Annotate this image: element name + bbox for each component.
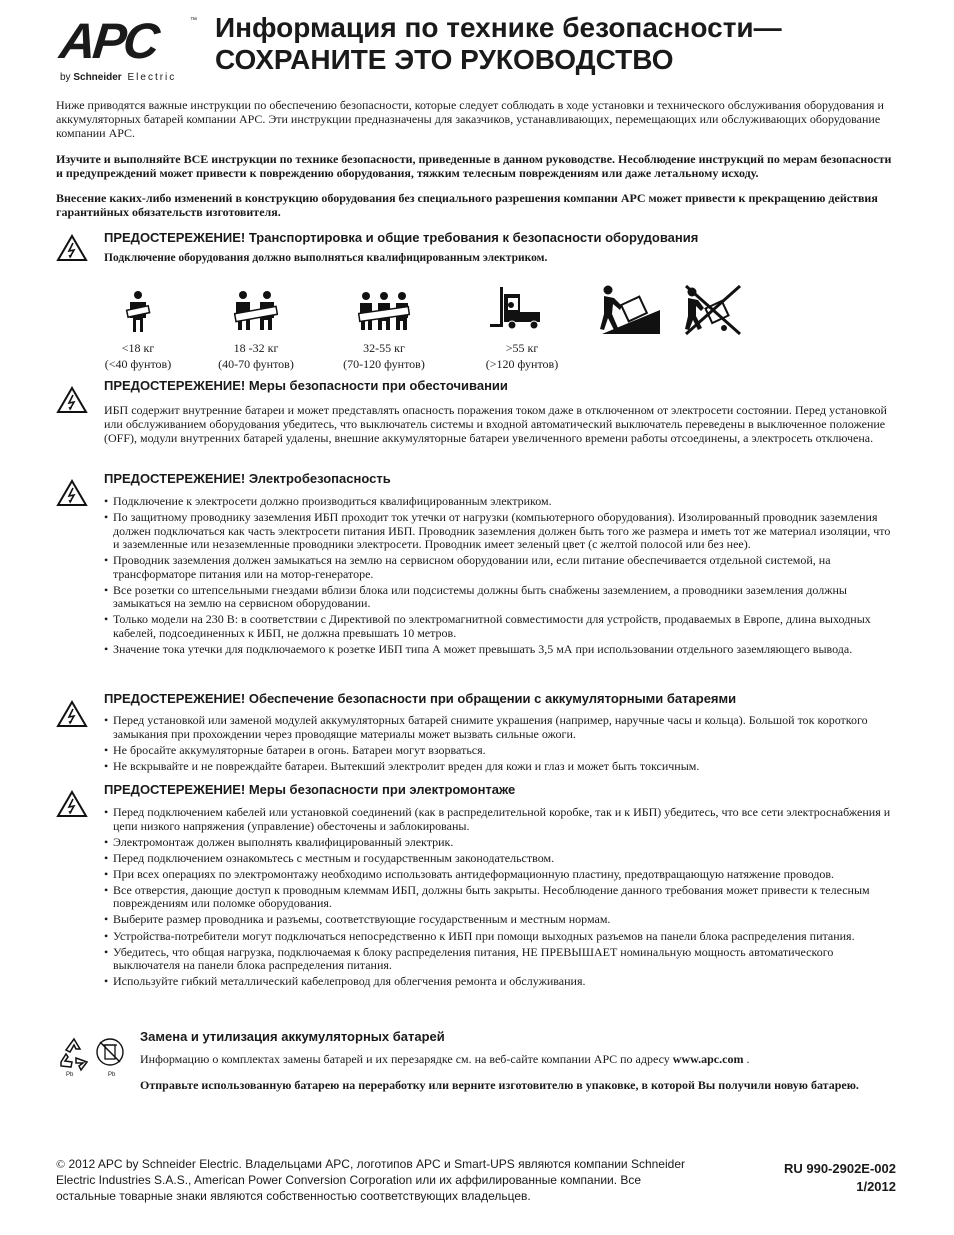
electrical-heading: ПРЕДОСТЕРЕЖЕНИЕ! Электробезопасность xyxy=(104,471,391,486)
battery-heading: ПРЕДОСТЕРЕЖЕНИЕ! Обеспечение безопасности при обращении с аккумуляторными батареями xyxy=(104,691,737,706)
installation-list xyxy=(104,806,898,991)
title-line-2: СОХРАНИТЕ ЭТО РУКОВОДСТВО xyxy=(215,44,674,75)
warning-triangle-icon xyxy=(56,386,88,414)
weight-label-4: >55 кг (>120 фунтов) xyxy=(485,341,559,371)
ramp-push-icon xyxy=(598,284,662,336)
deenergize-text: ИБП содержит внутренние батареи и может представлять опасность поражения током даже в отключенном от электросети состоянии. Перед установкой или обслуживанием оборудования убедитесь, что выключатель системы и входной автоматический выключатель переведены в выключенное положение (OFF), модули внутренних батарей удалены, внешние аккумуляторные батареи увеличенного времени работы отсоединены, а электросеть отключена. xyxy=(104,403,887,445)
list-item: • Перед подключением кабелей или установкой соединений (как в распределительной коробке, так и к ИБП) убедитесь, что все сети электроснабжения и цепи низкого напряжения (управление) обесточены и заблокированы. xyxy=(104,806,898,833)
no-trash-bin-icon xyxy=(95,1034,125,1070)
weight-label-2: 18 -32 кг (40-70 фунтов) xyxy=(218,341,294,371)
logo-electric: Electric xyxy=(127,72,177,83)
warning-triangle-icon xyxy=(56,479,88,507)
battery-list xyxy=(104,714,898,776)
recycle-text xyxy=(140,1052,898,1066)
transport-text: Подключение оборудования должно выполняться квалифицированным электриком. xyxy=(104,252,548,264)
intro-warning-paragraph: Изучите и выполняйте ВСЕ инструкции по технике безопасности, приведенные в данном руководстве. Несоблюдение инструкций по мерам безопасности и предупреждений может привести к повреждению оборудования, тяжким телесным повреждениям или даже летальному исходу. xyxy=(56,152,892,180)
one-person-lift-icon xyxy=(124,290,152,334)
weight-label-1: <18 кг (<40 фунтов) xyxy=(104,341,172,371)
recycle-text-prefix: Информацию о комплектах замены батарей и их перезарядке см. на веб-сайте компании APC по адресу xyxy=(140,1052,670,1066)
copyright-text xyxy=(56,1156,696,1204)
warning-triangle-icon xyxy=(56,790,88,818)
list-item: • Подключение к электросети должно производиться квалифицированным электриком. xyxy=(104,495,898,509)
document-number: RU 990-2902E-002 xyxy=(783,1161,896,1176)
intro-paragraph: Ниже приводятся важные инструкции по обеспечению безопасности, которые следует соблюдать в ходе установки и технического обслуживания оборудования и аккумуляторных батарей компании APC. Эти инструкции предназначены для заказчиков, устанавливающих, перемещающих или обслуживающих оборудование компании APC. xyxy=(56,98,884,140)
list-item: • Убедитесь, что общая нагрузка, подключаемая к блоку распределения питания, НЕ ПРЕВЫШАЕТ номинальную мощность автоматического выключателя на панели блока распределения питания. xyxy=(104,946,898,973)
installation-heading: ПРЕДОСТЕРЕЖЕНИЕ! Меры безопасности при электромонтаже xyxy=(104,782,516,797)
document-info xyxy=(784,1160,896,1196)
two-person-lift-icon xyxy=(234,290,278,334)
list-item: • Перед установкой или заменой модулей аккумуляторных батарей снимите украшения (например, наручные часы и кольца). Большой ток короткого замыкания при прохождении через проводящие материалы может вызвать сильные ожоги. xyxy=(104,714,898,741)
list-item: • При всех операциях по электромонтажу необходимо использовать антидеформационную пластину, предотвращающую натяжение проводов. xyxy=(104,868,898,882)
weight-label-3: 32-55 кг (70-120 фунтов) xyxy=(343,341,425,371)
title-line-1: Информация по технике безопасности— xyxy=(215,12,782,43)
warning-triangle-icon xyxy=(56,700,88,728)
apc-website-link[interactable]: www.apc.com xyxy=(672,1052,744,1066)
list-item: • Все отверстия, дающие доступ к проводным клеммам ИБП, должны быть закрыты. Несоблюдение данного требования может привести к телесным повреждениям или поломке оборудования. xyxy=(104,884,898,911)
logo-subtitle xyxy=(60,72,176,83)
no-ramp-push-icon xyxy=(684,284,744,336)
list-item: • Используйте гибкий металлический кабелепровод для облегчения ремонта и обслуживания. xyxy=(104,975,898,989)
recycle-bold-text: Отправьте использованную батарею на переработку или верните изготовителю в упаковке, в которой Вы получили новую батарею. xyxy=(140,1078,859,1092)
apc-logo: APC xyxy=(57,13,160,69)
forklift-icon xyxy=(490,284,546,330)
list-item: • Не вскрывайте и не повреждайте батареи. Вытекший электролит вреден для кожи и глаз и может быть токсичным. xyxy=(104,760,898,774)
list-item: • По защитному проводнику заземления ИБП проходит ток утечки от нагрузки (компьютерного оборудования). Изолированный проводник заземления должен подключаться как часть электросети питания ИБП. Проводник заземления должен быть того же размера и иметь тот же материал изоляции, что и заземленные или незаземленные проводники электросети. Проводник имеет зеленый цвет (с желтой полосой или без нее). xyxy=(104,511,898,552)
warning-triangle-icon xyxy=(56,234,88,262)
list-item: • Перед подключением ознакомьтесь с местным и государственным законодательством. xyxy=(104,852,898,866)
copyright-body: 2012 APC by Schneider Electric. Владельцами APC, логотипов APC и Smart-UPS являются компании Schneider Electric Industries S.A.S., American Power Conversion Corporation или их аффилированные компании. Все остальные товарные знаки являются собственностью соответствующих владельцев. xyxy=(56,1157,685,1203)
list-item: • Только модели на 230 В: в соответствии с Директивой по электромагнитной совместимости для устройств, продаваемых в Европе, длина выходных кабелей, подсоединенных к ИБП, не должна превышать 10 метров. xyxy=(104,613,898,640)
logo-by: by xyxy=(60,72,71,83)
deenergize-heading: ПРЕДОСТЕРЕЖЕНИЕ! Меры безопасности при обесточивании xyxy=(104,378,508,393)
list-item: • Не бросайте аккумуляторные батареи в огонь. Батареи могут взорваться. xyxy=(104,744,898,758)
list-item: • Проводник заземления должен замыкаться на землю на сервисном оборудовании или, если питание обеспечивается отдельной системой, на трансформаторе питания или на мотор-генераторе. xyxy=(104,554,898,581)
pb-label: Pb xyxy=(108,1072,116,1078)
three-person-lift-icon xyxy=(358,290,410,334)
list-item: • Электромонтаж должен выполнять квалифицированный электрик. xyxy=(104,836,898,850)
list-item: • Значение тока утечки для подключаемого к розетке ИБП типа А может превышать 3,5 мА при использовании отдельного заземляющего вывода. xyxy=(104,643,898,657)
intro-modification-paragraph: Внесение каких-либо изменений в конструкцию оборудования без специального разрешения компании APC может привести к прекращению действия гарантийных обязательств изготовителя. xyxy=(56,191,878,219)
transport-heading: ПРЕДОСТЕРЕЖЕНИЕ! Транспортировка и общие требования к безопасности оборудования xyxy=(104,230,699,245)
list-item: • Устройства-потребители могут подключаться непосредственно к ИБП при помощи выходных разъемов на панели блока распределения питания. xyxy=(104,930,898,944)
logo-schneider: Schneider xyxy=(73,72,122,83)
electrical-list xyxy=(104,495,898,659)
recycle-heading: Замена и утилизация аккумуляторных батарей xyxy=(140,1029,445,1044)
logo-trademark: ™ xyxy=(190,17,197,24)
list-item: • Выберите размер проводника и разъемы, соответствующие государственным и местным нормам. xyxy=(104,913,898,927)
copyright-symbol: © xyxy=(56,1157,66,1171)
pb-label: Pb xyxy=(66,1072,74,1078)
document-date: 1/2012 xyxy=(856,1179,896,1194)
page-title xyxy=(215,12,782,76)
recycle-icon xyxy=(56,1036,92,1072)
list-item: • Все розетки со штепсельными гнездами вблизи блока или подсистемы должны быть снабжены заземлением, а проводники заземления должны замыкаться на землю на сервисном оборудовании. xyxy=(104,584,898,611)
recycle-text-suffix: . xyxy=(746,1052,750,1066)
